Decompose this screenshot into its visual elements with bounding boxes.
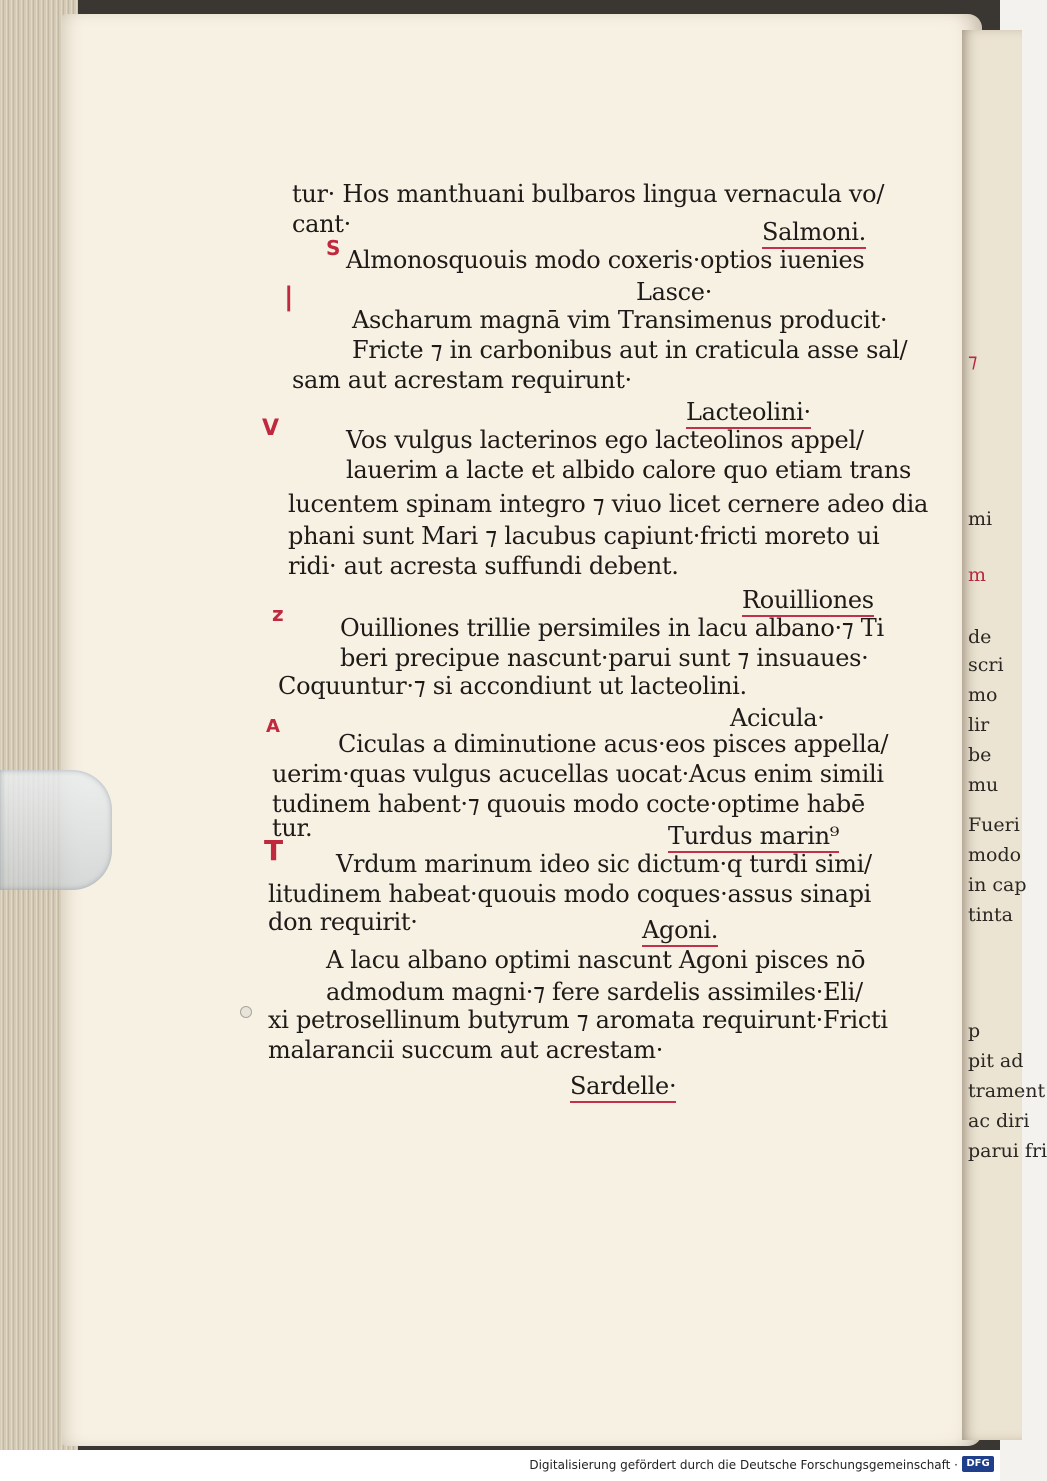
facing-page-fragment: lir	[968, 714, 990, 736]
footer-bar	[0, 1450, 1000, 1481]
facing-page-mark: ⁊	[968, 350, 978, 372]
text-line: tur· Hos manthuani bulbaros lingua vernacula vo/	[292, 180, 885, 208]
facing-page-fragment: modo	[968, 844, 1022, 866]
text-line: Fricte ⁊ in carbonibus aut in craticula asse sal/	[352, 336, 908, 364]
facing-page-fragment: tinta	[968, 904, 1013, 926]
text-line: xi petrosellinum butyrum ⁊ aromata requirunt·Fricti	[268, 1006, 888, 1034]
facing-page-fragment: scri	[968, 654, 1004, 676]
facing-page-fragment: mo	[968, 684, 998, 706]
text-line: lucentem spinam integro ⁊ viuo licet cernere adeo dia	[288, 490, 928, 518]
text-line: Vrdum marinum ideo sic dictum·q turdi simi/	[336, 850, 872, 878]
rubric-mark: z	[272, 602, 284, 626]
funding-credit: Digitalisierung gefördert durch die Deutsche Forschungsgemeinschaft ·	[529, 1458, 958, 1472]
text-line: Vos vulgus lacterinos ego lacteolinos appel/	[346, 426, 864, 454]
facing-page-fragment: pit ad	[968, 1050, 1024, 1072]
section-heading	[730, 704, 825, 732]
heading-text: Lacteolini·	[686, 398, 811, 429]
rubric-mark: V	[262, 416, 280, 441]
text-line: lauerim a lacte et albido calore quo etiam trans	[346, 456, 912, 484]
text-line: beri precipue nascunt·parui sunt ⁊ insuaues·	[340, 644, 869, 672]
section-heading	[686, 398, 811, 426]
text-line: ridi· aut acresta suffundi debent.	[288, 552, 679, 580]
rubric-mark: |	[284, 282, 294, 312]
section-heading	[636, 278, 712, 306]
heading-text: Turdus marin⁹	[668, 822, 839, 853]
section-heading	[668, 822, 839, 850]
facing-page-fragment: ac diri	[968, 1110, 1030, 1132]
heading-text: Salmoni.	[762, 218, 866, 249]
text-line: tur.	[272, 814, 313, 842]
text-line: phani sunt Mari ⁊ lacubus capiunt·fricti moreto ui	[288, 522, 880, 550]
facing-page-fragment: m	[968, 564, 987, 586]
facing-page-fragment: de	[968, 626, 992, 648]
facing-page-fragment: in cap	[968, 874, 1027, 896]
text-line: A lacu albano optimi nascunt Agoni pisces nō	[326, 946, 866, 974]
text-line: Almonosquouis modo coxeris·optios iuenies	[346, 246, 865, 274]
facing-page-fragment: Fueri	[968, 814, 1020, 836]
facing-page-fragment: mi	[968, 508, 993, 530]
heading-text: Acicula·	[730, 704, 825, 732]
text-line: sam aut acrestam requirunt·	[292, 366, 632, 394]
facing-page-fragment: trament	[968, 1080, 1046, 1102]
dfg-logo: DFG	[962, 1456, 994, 1472]
section-heading	[742, 586, 874, 614]
text-line: admodum magni·⁊ fere sardelis assimiles·Eli/	[326, 978, 863, 1006]
heading-text: Agoni.	[642, 916, 718, 947]
text-line: tudinem habent·⁊ quouis modo cocte·optime habē	[272, 790, 865, 818]
heading-text: Sardelle·	[570, 1072, 676, 1103]
text-line: litudinem habeat·quouis modo coques·assus sinapi	[268, 880, 872, 908]
section-heading	[762, 218, 866, 246]
text-line: uerim·quas vulgus acucellas uocat·Acus enim simili	[272, 760, 884, 788]
rubric-mark: T	[264, 834, 284, 867]
text-line: Ciculas a diminutione acus·eos pisces appella/	[338, 730, 889, 758]
text-line: malarancii succum aut acrestam·	[268, 1036, 664, 1064]
facing-page-fragment: be	[968, 744, 992, 766]
section-heading	[642, 916, 718, 944]
facing-page-fragment: p	[968, 1020, 981, 1042]
facing-page-fragment: mu	[968, 774, 999, 796]
rubric-mark: A	[266, 716, 280, 737]
section-heading	[570, 1072, 676, 1100]
text-line: don requirit·	[268, 908, 418, 936]
text-line: Ouilliones trillie persimiles in lacu albano·⁊ Ti	[340, 614, 884, 642]
rubric-mark: S	[326, 236, 341, 260]
text-line: Ascharum magnā vim Transimenus producit·	[352, 306, 888, 334]
facing-page-fragment: parui fri	[968, 1140, 1047, 1162]
text-line: Coquuntur·⁊ si accondiunt ut lacteolini.	[278, 672, 747, 700]
text-line: cant·	[292, 210, 351, 238]
heading-text: Rouilliones	[742, 586, 874, 617]
heading-text: Lasce·	[636, 278, 713, 306]
